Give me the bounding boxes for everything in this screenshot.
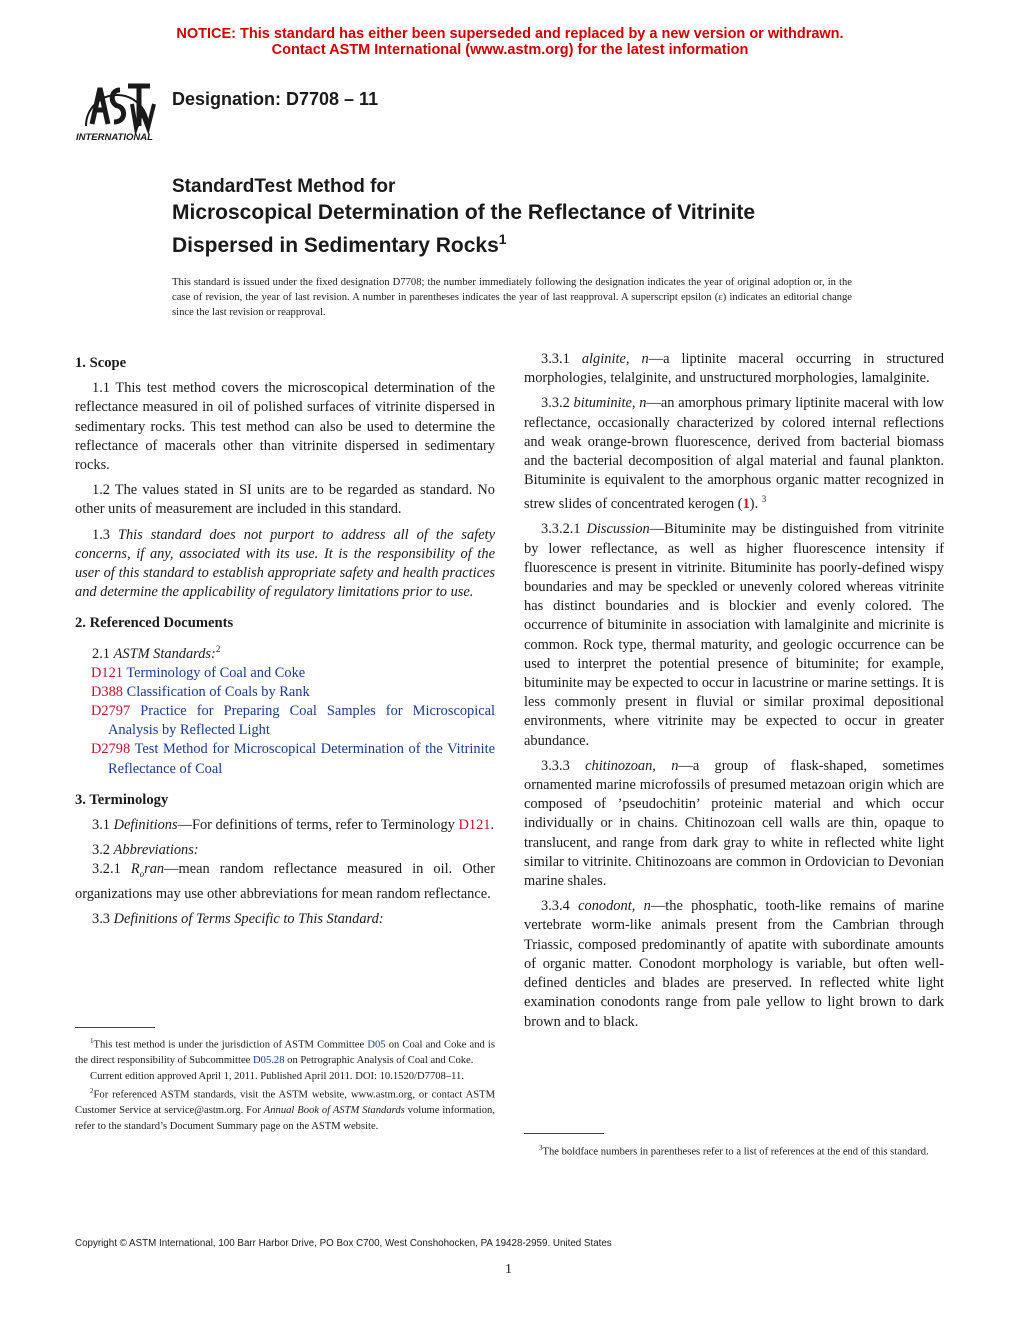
ref-1-link[interactable]: 1 [742, 496, 750, 513]
issued-note: This standard is issued under the fixed designation D7708; the number immediately following the designation indicates the year of original adoption or, in the case of revision, the year of last revision. A number in parentheses indicates the year of last reapproval. A superscript epsilon (ε) indicates an editorial change since the last revision or reapproval. [172, 277, 852, 318]
footnote-rule-right [524, 1133, 604, 1134]
section-3-2: 3.2 Abbreviations: [92, 842, 199, 859]
footnotes-right [524, 1141, 944, 1160]
title-line-2: Microscopical Determination of the Reflectance of Vitrinite [172, 201, 756, 224]
document-title [172, 200, 755, 259]
footnote-2: $^2$For referenced ASTM standards, visit the ASTM website, www.astm.org, or contact ASTM Customer Service at service@astm.org. For Annual Book of ASTM Standards volume information, refer to the standard’s Document Summary page on the ASTM website. [75, 1087, 495, 1132]
designation: Designation: D7708 – 11 [172, 89, 379, 109]
footnote-rule-left [75, 1027, 155, 1028]
link-d05[interactable]: D05 [367, 1039, 386, 1051]
section-1-1: 1.1 This test method covers the microscopical determination of the reflectance measured in oil of polished surfaces of vitrinite dispersed in sedimentary rocks. This test method can also be used to determine the reflectance of macerals other than vitrinite dispersed in sedimentary rocks. [75, 380, 495, 474]
astm-logo [72, 74, 162, 144]
page-number: 1 [505, 1262, 512, 1277]
title-line-3: Dispersed in Sedimentary Rocks$^1$ [172, 231, 507, 257]
definition-3-3-2-1: 3.3.2.1 Discussion—Bituminite may be distinguished from vitrinite by lower reflectance, as well as higher fluorescence intensity if fluorescence is present in vitrinite. Bituminite has poorly-defined wispy boundaries and may be speckled or unevenly colored whereas vitrinite has distinct boundaries and is blockier and evenly colored. The occurrence of bituminite in association with lamalginite and micrinite is common. Rock type, thermal maturity, and geologic occurrence can be used to interpret the potential presence of bituminite; for example, bituminite may be expected to occur in lacustrine or marine settings. It is less commonly present in fluvial or similar proximal depositional environments, where vitrinite may be expected to occur in greater abundance. [524, 521, 945, 749]
link-d05-28[interactable]: D05.28 [253, 1055, 285, 1067]
footnote-3: $^3$The boldface numbers in parentheses refer to a list of references at the end of this standard. [539, 1144, 929, 1158]
link-d121[interactable]: D121 [458, 817, 491, 834]
section-1-3: 1.3 This standard does not purport to address all of the safety concerns, if any, associated with its use. It is the responsibility of the user of this standard to establish appropriate safety and health practices and determine the applicability of regulatory limitations prior to use. [75, 526, 495, 601]
footnotes-left [75, 1034, 495, 1134]
notice-line-2: Contact ASTM International (www.astm.org) for the latest information [271, 42, 749, 58]
section-3-1: 3.1 Definitions—For definitions of terms, refer to Terminology D121. [92, 817, 495, 834]
notice-line-1: NOTICE: This standard has either been superseded and replaced by a new version or withdrawn. [176, 26, 844, 42]
ref-d2798[interactable]: D2798 Test Method for Microscopical Determination of the Vitrinite Reflectance of Coal [91, 741, 496, 777]
definition-3-3-3: 3.3.3 chitinozoan, n—a group of flask-shaped, sometimes ornamented marine microfossils of presumed metazoan origin which are composed of ’pseudochitin’ proteinic material and which occur individually or in chains. Chitinozoan cell walls are thin, opaque to translucent, and range from dark gray to white in reflected white light similar to vitrinite. Chitinozoans are common in Ordovician to Devonian marine shales. [524, 757, 944, 890]
scope-heading: 1. Scope [75, 355, 127, 371]
definition-3-3-2: 3.3.2 bituminite, n—an amorphous primary liptinite maceral with low reflectance, occasionally characterized by colored internal reflections and weak orange-brown fluorescence, derived from bacterial biomass and the bacterial decomposition of algal material and faunal plankton. Bituminite is equivalent to the amorphous organic matter recognized in strew slides of concentrated kerogen (1). $^3$ [524, 395, 944, 513]
ref-d388[interactable]: D388 Classification of Coals by Rank [91, 683, 310, 700]
title-line-1: StandardTest Method for [172, 176, 396, 197]
section-3-3: 3.3 Definitions of Terms Specific to This Standard: [92, 910, 384, 927]
right-column [524, 350, 944, 1038]
refdocs-heading: 2. Referenced Documents [75, 615, 234, 632]
ref-d121[interactable]: D121 Terminology of Coal and Coke [91, 664, 306, 681]
footnote-1: $^1$This test method is under the jurisdiction of ASTM Committee D05 on Coal and Coke and is the direct responsibility of Subcommittee D05.28 on Petrographic Analysis of Coal and Coke. [75, 1037, 495, 1067]
terminology-heading: 3. Terminology [75, 791, 169, 808]
definition-3-3-4: 3.3.4 conodont, n—the phosphatic, tooth-like remains of marine vertebrate worm-like animals present from the Cambrian through Triassic, composed predominantly of apatite with subordinate amounts of organic matter. Conodont morphology is variable, but often well-defined denticles and blades are preserved. In reflected white light examination conodonts range from pale yellow to light brown to dark brown and to black. [524, 898, 944, 1030]
section-3-2-1: 3.2.1 $R_oran—mean$ random reflectance measured in oil. Other organizations may use other abbreviations for mean random reflectance. [75, 861, 495, 902]
withdrawal-notice [0, 26, 1020, 58]
footnote-1-edition: Current edition approved April 1, 2011. Published April 2011. DOI: 10.1520/D7708–11. [90, 1070, 464, 1082]
section-2-1: 2.1 ASTM Standards:$^2$ [92, 643, 221, 662]
left-column [75, 350, 495, 935]
section-1-2: 1.2 The values stated in SI units are to be regarded as standard. No other units of measurement are included in this standard. [75, 482, 495, 518]
logo-text: INTERNATIONAL [76, 132, 153, 143]
definition-3-3-1: 3.3.1 alginite, n—a liptinite maceral occurring in structured morphologies, telalginite, and unstructured morphologies, lamalginite. [524, 351, 944, 387]
ref-d2797[interactable]: D2797 Practice for Preparing Coal Samples for Microscopical Analysis by Reflected Light [91, 703, 495, 739]
copyright-footer: Copyright © ASTM International, 100 Barr Harbor Drive, PO Box C700, West Conshohocken, PA 19428-2959. United States [75, 1238, 612, 1249]
title-footnote-mark: 1 [498, 231, 507, 247]
